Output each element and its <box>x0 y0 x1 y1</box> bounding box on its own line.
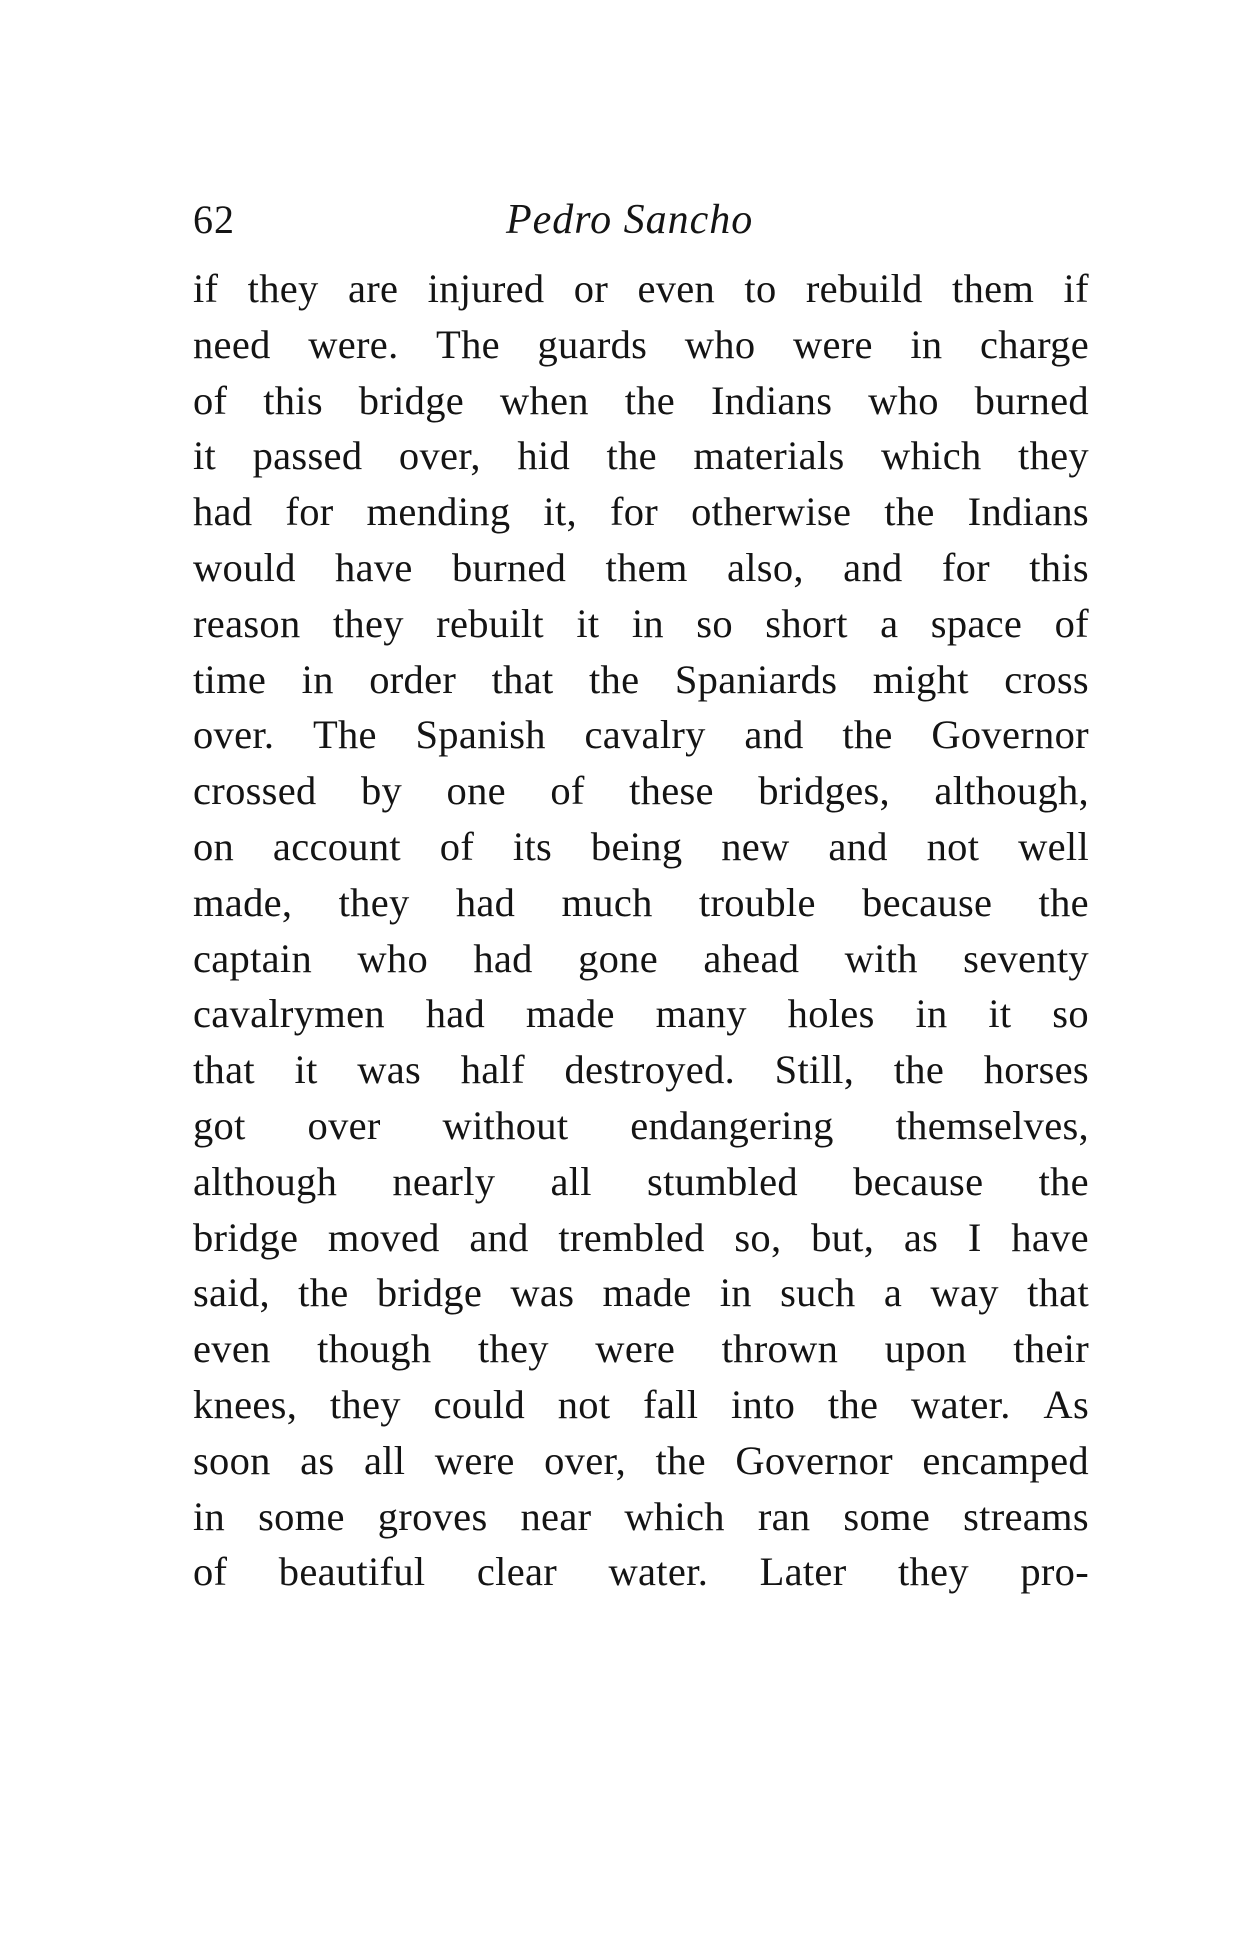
text-line: although nearly all stumbled because the <box>193 1158 1089 1204</box>
text-line-last: of beautiful clear water. Later they pro- <box>193 1549 1089 1595</box>
text-line: even though they were thrown upon their <box>193 1326 1089 1372</box>
text-line: would have burned them also, and for this <box>193 544 1089 590</box>
text-line: got over without endangering themselves, <box>193 1102 1089 1148</box>
running-head <box>193 190 1089 250</box>
text-line: said, the bridge was made in such a way that <box>193 1270 1089 1316</box>
text-line: that it was half destroyed. Still, the horses <box>193 1047 1089 1093</box>
text-line: over. The Spanish cavalry and the Governor <box>193 712 1089 758</box>
text-line: had for mending it, for otherwise the Indians <box>193 489 1089 535</box>
text-line: time in order that the Spaniards might cross <box>193 656 1089 702</box>
text-line: made, they had much trouble because the <box>193 879 1089 925</box>
text-line: in some groves near which ran some streams <box>193 1493 1089 1539</box>
text-line: it passed over, hid the materials which they <box>193 433 1089 479</box>
text-line: on account of its being new and not well <box>193 823 1089 869</box>
text-line: knees, they could not fall into the water. As <box>193 1381 1089 1427</box>
text-line: of this bridge when the Indians who burned <box>193 377 1089 423</box>
text-line: soon as all were over, the Governor encamped <box>193 1437 1089 1483</box>
text-line: need were. The guards who were in charge <box>193 321 1089 367</box>
book-page <box>193 190 1089 1600</box>
text-line: crossed by one of these bridges, although, <box>193 768 1089 814</box>
running-title: Pedro Sancho <box>506 197 754 243</box>
text-line: if they are injured or even to rebuild them if <box>193 266 1089 311</box>
text-line: bridge moved and trembled so, but, as I have <box>193 1214 1089 1260</box>
text-line: cavalrymen had made many holes in it so <box>193 991 1089 1037</box>
body-text <box>193 261 1089 1600</box>
text-line: reason they rebuilt it in so short a space of <box>193 600 1089 646</box>
text-line: captain who had gone ahead with seventy <box>193 935 1089 981</box>
page-number: 62 <box>193 197 235 242</box>
